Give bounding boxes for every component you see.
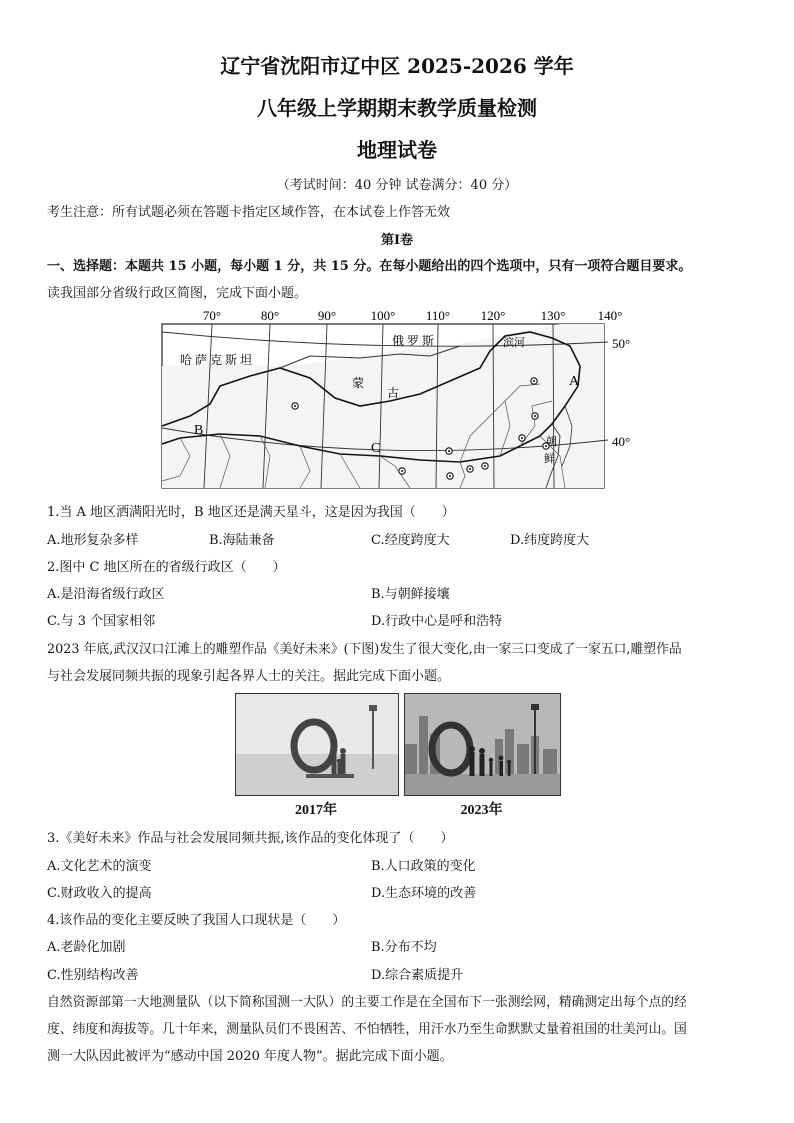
lon-label-90: 90° (317, 308, 337, 323)
passage3-line3: 测一大队因此被评为“感动中国 2020 年度人物”。据此完成下面小题。 (47, 1049, 453, 1064)
exam-subject-title: 地理试卷 (357, 138, 437, 162)
label-russia: 俄 罗 斯 (392, 334, 435, 348)
lon-label-110: 110° (425, 308, 451, 323)
lat-label-40: 40° (612, 434, 631, 449)
exam-notice: 考生注意：所有试题必须在答题卡指定区域作答，在本试卷上作答无效 (47, 205, 451, 220)
lon-label-80: 80° (260, 308, 280, 323)
point-label-c: C (371, 441, 381, 456)
q3-option-c[interactable]: C.财政收入的提高 (47, 886, 152, 901)
q4-option-a[interactable]: A.老龄化加剧 (47, 940, 126, 955)
q2-option-a[interactable]: A.是沿海省级行政区 (47, 587, 165, 602)
passage3-line2: 度、纬度和海拔等。几十年来，测量队员们不畏困苦、不怕牺牲，用汗水乃至生命默默丈量着祖国的壮美河山。国 (47, 1022, 687, 1037)
point-label-b: B (194, 423, 204, 438)
q1-option-b[interactable]: B.海陆兼备 (209, 533, 275, 548)
label-amur: 滨河 (503, 337, 525, 349)
q3-option-a[interactable]: A.文化艺术的演变 (47, 859, 152, 874)
label-mongolia-1: 蒙 (352, 376, 365, 390)
section-intro: 读我国部分省级行政区简图，完成下面小题。 (47, 286, 308, 301)
sculpture-photo-2023 (404, 693, 561, 796)
exam-title-line1: 辽宁省沈阳市辽中区 2025-2026 学年 (220, 54, 574, 78)
exam-title-line2: 八年级上学期期末教学质量检测 (257, 96, 537, 120)
q4-option-c[interactable]: C.性别结构改善 (47, 968, 139, 983)
q1-option-a[interactable]: A.地形复杂多样 (47, 533, 139, 548)
lon-label-70: 70° (202, 308, 222, 323)
lon-label-100: 100° (370, 308, 396, 323)
exam-info: （考试时间：40 分钟 试卷满分：40 分） (276, 178, 518, 193)
lon-label-140: 140° (597, 308, 623, 323)
lon-label-120: 120° (480, 308, 506, 323)
q4-stem: 4.该作品的变化主要反映了我国人口现状是（ ） (47, 913, 346, 928)
q4-option-d[interactable]: D.综合素质提升 (371, 968, 464, 983)
lat-label-50: 50° (612, 336, 631, 351)
q2-option-b[interactable]: B.与朝鲜接壤 (371, 587, 450, 602)
q4-option-b[interactable]: B.分布不均 (371, 940, 437, 955)
passage3-line1: 自然资源部第一大地测量队（以下简称国测一大队）的主要工作是在全国布下一张测绘网，精确测定出每个点的经 (47, 995, 687, 1010)
q1-stem: 1.当 A 地区洒满阳光时，B 地区还是满天星斗，这是因为我国（ ） (47, 505, 455, 520)
lon-label-130: 130° (540, 308, 566, 323)
q2-option-d[interactable]: D.行政中心是呼和浩特 (371, 614, 503, 629)
china-province-map (160, 306, 640, 496)
label-kazakhstan: 哈 萨 克 斯 坦 (180, 353, 253, 367)
q1-option-d[interactable]: D.纬度跨度大 (510, 533, 590, 548)
label-korea-1: 朝 (546, 436, 557, 448)
q1-option-c[interactable]: C.经度跨度大 (371, 533, 450, 548)
passage2-line2: 与社会发展同频共振的现象引起各界人士的关注。据此完成下面小题。 (47, 669, 451, 684)
passage2-line1: 2023 年底,武汉汉口江滩上的雕塑作品《美好未来》(下图)发生了很大变化,由一家三口变成了一家五口,雕塑作品 (47, 642, 682, 657)
q2-option-c[interactable]: C.与 3 个国家相邻 (47, 614, 156, 629)
section-heading: 一、选择题：本题共 15 小题，每小题 1 分，共 15 分。在每小题给出的四个选项中，只有一项符合题目要求。 (47, 259, 692, 274)
caption-2017: 2017年 (295, 803, 337, 818)
point-label-a: A (569, 374, 580, 389)
q3-stem: 3.《美好未来》作品与社会发展同频共振,该作品的变化体现了（ ） (47, 831, 454, 846)
volume-label: 第Ⅰ卷 (380, 233, 414, 248)
q3-option-b[interactable]: B.人口政策的变化 (371, 859, 476, 874)
label-mongolia-2: 古 (387, 386, 400, 400)
q3-option-d[interactable]: D.生态环境的改善 (371, 886, 477, 901)
sculpture-photo-2017 (235, 693, 399, 796)
label-korea-2: 鲜 (544, 453, 555, 465)
caption-2023: 2023年 (460, 803, 503, 818)
q2-stem: 2.图中 C 地区所在的省级行政区（ ） (47, 560, 286, 575)
